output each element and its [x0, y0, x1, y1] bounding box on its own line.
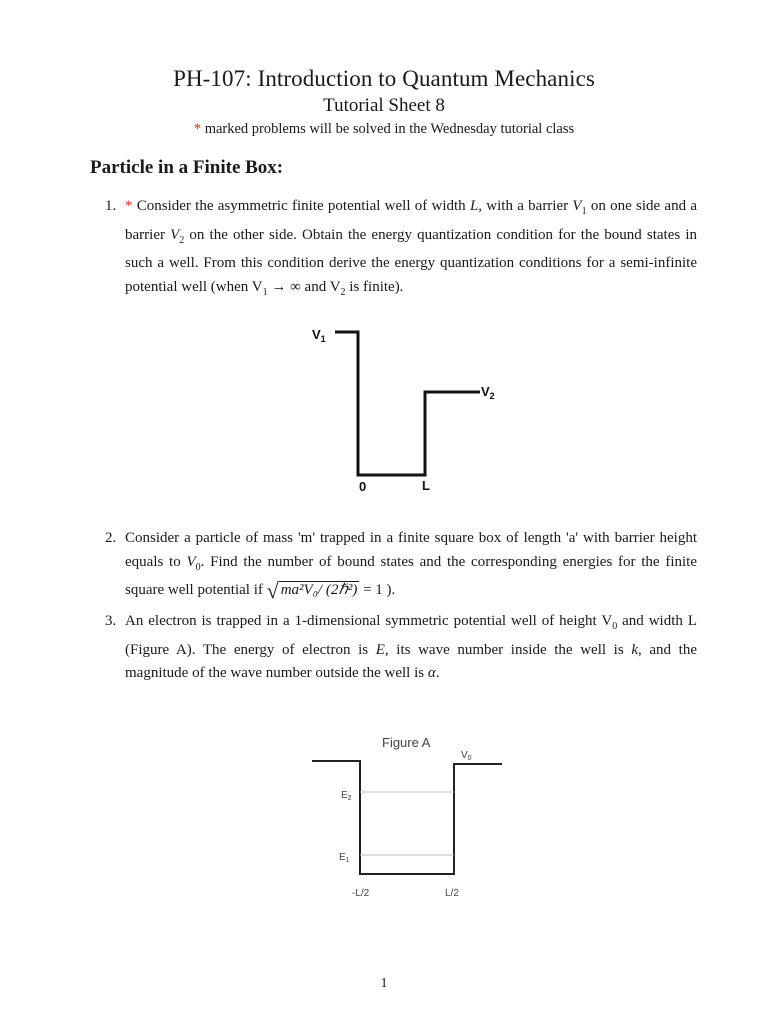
text-segment: , its wave number inside the well is	[384, 641, 632, 658]
label-v2	[481, 384, 495, 401]
label-text: V	[481, 384, 490, 399]
subscript: 0	[612, 621, 618, 632]
label-subscript: 1	[320, 334, 326, 344]
text-segment: on one side and a barrier	[125, 198, 698, 243]
text-segment: Consider a particle of mass 'm' trapped in a finite square box of length 'a' with barrier height equals to	[125, 530, 697, 570]
symmetric-well-figure	[305, 726, 510, 906]
problem-1	[105, 195, 697, 304]
problem-text	[125, 195, 697, 304]
math-symbol: α	[427, 665, 436, 681]
document-title: PH-107: Introduction to Quantum Mechanics	[173, 66, 595, 91]
math-symbol: k	[631, 641, 638, 658]
label-right: L/2	[445, 888, 459, 899]
label-subscript: 0	[467, 755, 472, 762]
text-segment: is finite).	[345, 278, 404, 295]
text-segment: .	[435, 665, 440, 681]
label-text: E	[339, 852, 346, 863]
label-e1	[339, 852, 350, 864]
problem-number: 2.	[105, 530, 117, 546]
label-subscript: 2	[347, 795, 352, 802]
label-text: V	[461, 750, 468, 761]
label-v1	[312, 327, 326, 344]
star-marker: *	[193, 121, 202, 137]
potential-curve	[335, 332, 480, 475]
problem-number: 3.	[105, 613, 117, 629]
math-symbol: L	[469, 198, 479, 214]
page-number: 1	[380, 976, 388, 991]
square-root	[267, 579, 360, 603]
math-symbol: E	[375, 641, 385, 658]
text-segment: on the other side. Obtain the energy quantization condition for the bound states in such a well. From this condition derive the energy quantization conditions for a semi-infinite potential well (when V	[125, 226, 698, 295]
math-symbol: V	[170, 226, 180, 243]
math-symbol: V	[572, 198, 582, 214]
label-text: E	[341, 790, 348, 801]
text-segment: Consider the asymmetric finite potential well of width	[132, 198, 470, 214]
star-marker: *	[125, 198, 133, 214]
subscript: 1	[581, 206, 587, 217]
label-subscript: 2	[489, 391, 495, 401]
text-segment: → ∞ and V	[267, 278, 341, 295]
asymmetric-well-figure	[300, 318, 520, 498]
subscript: 0	[195, 561, 201, 573]
note-text: marked problems will be solved in the Wednesday tutorial class	[201, 121, 575, 137]
problem-text	[125, 527, 697, 603]
problem-3	[105, 610, 697, 686]
text-segment: , with a barrier	[478, 198, 573, 214]
problem-2	[105, 527, 697, 603]
label-v0	[461, 750, 472, 762]
text-segment: , and the magnitude of the wave number outside the well is	[125, 641, 697, 681]
section-heading: Particle in a Finite Box:	[90, 157, 284, 178]
problem-text	[125, 610, 697, 686]
label-e2	[341, 790, 352, 802]
label-subscript: 1	[345, 857, 350, 864]
label-l: L	[422, 478, 430, 493]
text-segment: . Find the number of bound states and the corresponding energies for the finite square well potential if	[125, 553, 697, 598]
figure-title: Figure A	[382, 735, 431, 750]
label-text: V	[312, 327, 321, 342]
radical-sign: √	[266, 578, 279, 603]
subscript: 2	[340, 286, 346, 298]
subscript: 1	[262, 286, 268, 298]
starred-note	[0, 121, 768, 138]
label-left: -L/2	[352, 888, 370, 899]
problem-number: 1.	[105, 198, 117, 214]
text-segment: = 1 ).	[359, 582, 396, 598]
radicand: ma²V₀/ (2ℏ²)	[280, 582, 358, 598]
math-symbol: V	[186, 553, 196, 570]
text-segment: and width L (Figure A). The energy of electron is	[125, 613, 697, 658]
subscript: 2	[179, 234, 185, 246]
document-subtitle: Tutorial Sheet 8	[323, 95, 445, 116]
text-segment: An electron is trapped in a 1-dimensional symmetric potential well of height V	[125, 613, 613, 629]
label-zero: 0	[359, 479, 367, 494]
